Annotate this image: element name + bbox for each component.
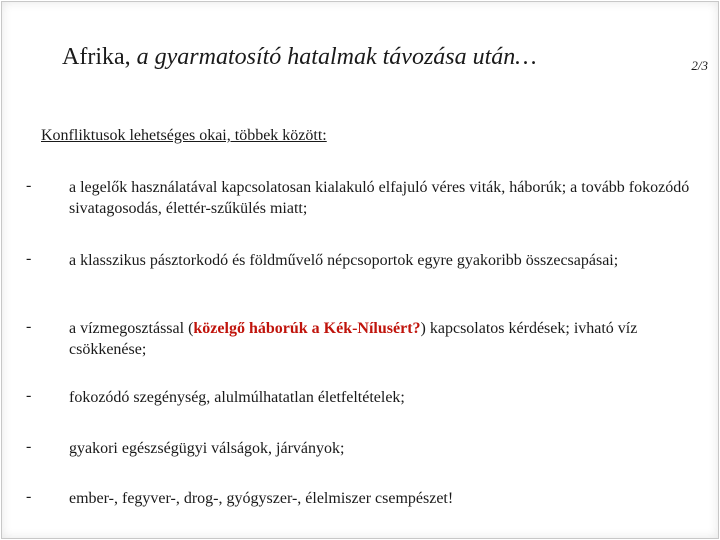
bullet-dash: - — [26, 250, 32, 267]
bullet-dash: - — [26, 177, 32, 194]
bullet-dash: - — [26, 387, 32, 404]
list-item-text: ember-, fegyver-, drog-, gyógyszer-, élelmiszer csempészet! — [69, 490, 454, 507]
bullet-dash: - — [26, 438, 32, 455]
bullet-dash: - — [26, 318, 32, 335]
list-item-text: gyakori egészségügyi válságok, járványok; — [69, 440, 345, 457]
title-subtitle: a gyarmatosító hatalmak távozása után… — [136, 44, 537, 70]
list-item-text — [69, 318, 709, 360]
highlighted-phrase: közelgő háborúk a Kék-Nílusért? — [193, 320, 421, 337]
list-item-text: fokozódó szegénység, alulmúlhatatlan életfeltételek; — [69, 389, 405, 406]
list-item-text: a klasszikus pásztorkodó és földművelő népcsoportok egyre gyakoribb összecsapásai; — [69, 252, 619, 269]
bullet-dash: - — [26, 488, 32, 505]
title-main: Afrika, — [62, 44, 131, 70]
slide-title — [62, 44, 537, 71]
section-heading: Konfliktusok lehetséges okai, többek között: — [41, 127, 327, 144]
list-item-text: a legelők használatával kapcsolatosan kialakuló elfajuló véres viták, háborúk; a tovább fokozódó sivatagosodás, élettér-szűkülés miatt; — [69, 179, 690, 217]
text-segment: a vízmegosztással ( — [69, 320, 194, 337]
page-number: 2/3 — [691, 58, 708, 73]
text-segment: ) kapcsolatos kérdések; ivható víz csökkenése; — [69, 320, 638, 358]
